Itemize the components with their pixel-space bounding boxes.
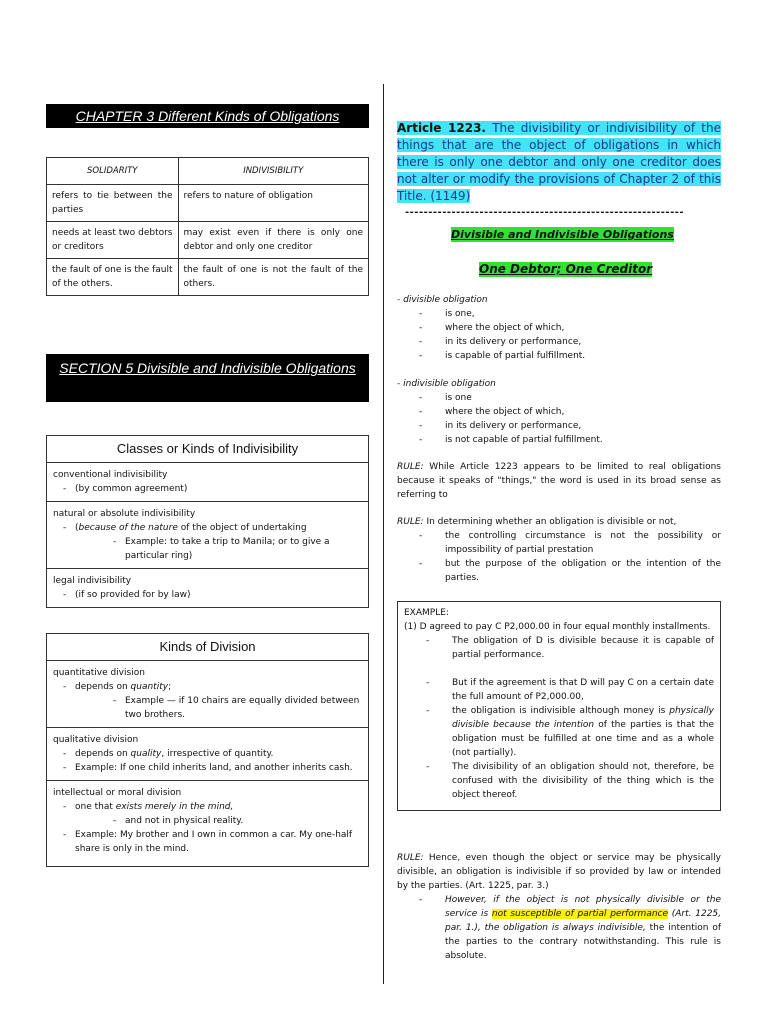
dash-separator: ------------------------------------------------------------ [405, 207, 685, 218]
definition-label: - divisible obligation [397, 295, 488, 305]
section-title: SECTION 5 Divisible and Indivisible Obligations [46, 354, 369, 402]
list-item: - The divisibility of an obligation should not, therefore, be confused with the divisibility of the thing which is the object thereof. [404, 760, 714, 802]
classes-box [46, 435, 369, 608]
item-sub: - (because of the nature of the object of undertaking [53, 521, 362, 535]
item-sub: - and not in physical reality. [53, 814, 362, 828]
list-item: - But if the agreement is that D will pay C on a certain date the full amount of P2,000.00, [404, 676, 714, 704]
chapter-title: CHAPTER 3 Different Kinds of Obligations [46, 104, 369, 128]
rule-2 [397, 515, 721, 585]
item-sub: - (if so provided for by law) [53, 588, 362, 602]
list-item [47, 728, 368, 781]
article-1223 [397, 120, 721, 205]
table-cell: the fault of one is the fault of the others. [47, 259, 179, 296]
list-item: - in its delivery or performance, [397, 335, 721, 349]
table-cell: needs at least two debtors or creditors [47, 222, 179, 259]
table-header-row [47, 158, 369, 185]
list-item: - but the purpose of the obligation or the intention of the parties. [397, 557, 721, 585]
divisible-definition [397, 293, 721, 363]
indivisible-definition [397, 377, 721, 447]
item-name: natural or absolute indivisibility [53, 509, 196, 519]
item-sub: - depends on quantity; [53, 680, 362, 694]
list-item: - is one [397, 391, 721, 405]
item-name: intellectual or moral division [53, 788, 182, 798]
rule-text: Hence, even though the object or service may be physically divisible, an obligation is indivisible if so provided by law or intended by the parties. (Art. 1225, par. 3.) [397, 853, 721, 891]
highlighted-text: not susceptible of partial performance [491, 909, 669, 919]
item-example: - Example: If one child inherits land, and another inherits cash. [53, 761, 362, 775]
header-indivisibility: INDIVISIBILITY [178, 158, 369, 185]
header-solidarity: SOLIDARITY [47, 158, 179, 185]
table-cell: may exist even if there is only one debtor and only one creditor [178, 222, 369, 259]
item-example: - Example: to take a trip to Manila; or to give a particular ring) [53, 535, 362, 563]
item-sub: - (by common agreement) [53, 482, 362, 496]
list-item: - However, if the object is not physically divisible or the service is not susceptible of partial performance (Art. 1225, par. 1.), the obligation is always indivisible, the intention of the parties to the contrary notwithstanding. This rule is absolute. [397, 893, 721, 963]
article-label: Article 1223. [397, 121, 486, 135]
item-name: qualitative division [53, 735, 139, 745]
item-example: - Example: My brother and I own in common a car. My one-half share is only in the mind. [53, 828, 362, 856]
list-item: - in its delivery or performance, [397, 419, 721, 433]
rule-label: RULE: [397, 853, 424, 863]
rule-1 [397, 460, 721, 502]
list-item: - is not capable of partial fulfillment. [397, 433, 721, 447]
list-item [47, 781, 368, 866]
heading-divisible-indivisible: Divisible and Indivisible Obligations [451, 228, 674, 241]
rule-label: RULE: [397, 517, 424, 527]
definition-label: - indivisible obligation [397, 379, 496, 389]
division-box [46, 633, 369, 867]
list-item: - the controlling circumstance is not the possibility or impossibility of partial prestation [397, 529, 721, 557]
list-item: - is capable of partial fulfillment. [397, 349, 721, 363]
table-row [47, 222, 369, 259]
column-divider [383, 84, 384, 984]
list-item [47, 502, 368, 569]
list-item: - is one, [397, 307, 721, 321]
example-label: EXAMPLE: [404, 608, 449, 618]
list-item: - The obligation of D is divisible because it is capable of partial performance. [404, 634, 714, 662]
table-cell: refers to tie between the parties [47, 185, 179, 222]
list-item [47, 661, 368, 728]
division-title: Kinds of Division [47, 634, 368, 661]
item-name: legal indivisibility [53, 576, 132, 586]
classes-title: Classes or Kinds of Indivisibility [47, 436, 368, 463]
example-line: (1) D agreed to pay C P2,000.00 in four equal monthly installments. [404, 622, 711, 632]
table-row [47, 185, 369, 222]
table-row [47, 259, 369, 296]
example-box [397, 601, 721, 811]
item-name: conventional indivisibility [53, 470, 168, 480]
item-name: quantitative division [53, 668, 145, 678]
rule-text: While Article 1223 appears to be limited to real obligations because it speaks of "things," the word is used in its broad sense as referring to [397, 462, 721, 500]
rule-text: In determining whether an obligation is divisible or not, [423, 517, 677, 527]
list-item [47, 569, 368, 607]
table-cell: refers to nature of obligation [178, 185, 369, 222]
list-item: - where the object of which, [397, 405, 721, 419]
list-item: - the obligation is indivisible although money is physically divisible because the intention of the parties is that the obligation must be fulfilled at one time and as a whole (not partially). [404, 704, 714, 760]
list-item [47, 463, 368, 502]
rule-label: RULE: [397, 462, 424, 472]
heading-one-debtor-one-creditor: One Debtor; One Creditor [479, 262, 653, 276]
table-cell: the fault of one is not the fault of the others. [178, 259, 369, 296]
list-item: - where the object of which, [397, 321, 721, 335]
item-sub: - one that exists merely in the mind, [53, 800, 362, 814]
rule-3 [397, 851, 721, 963]
article-text: The divisibility or indivisibility of the things that are the object of obligations in which there is only one debtor and only one creditor does not alter or modify the provisions of Chapter 2 of this Title. (1149) [397, 121, 721, 203]
item-example: - Example — if 10 chairs are equally divided between two brothers. [53, 694, 362, 722]
item-sub: - depends on quality, irrespective of quantity. [53, 747, 362, 761]
comparison-table [46, 157, 369, 296]
